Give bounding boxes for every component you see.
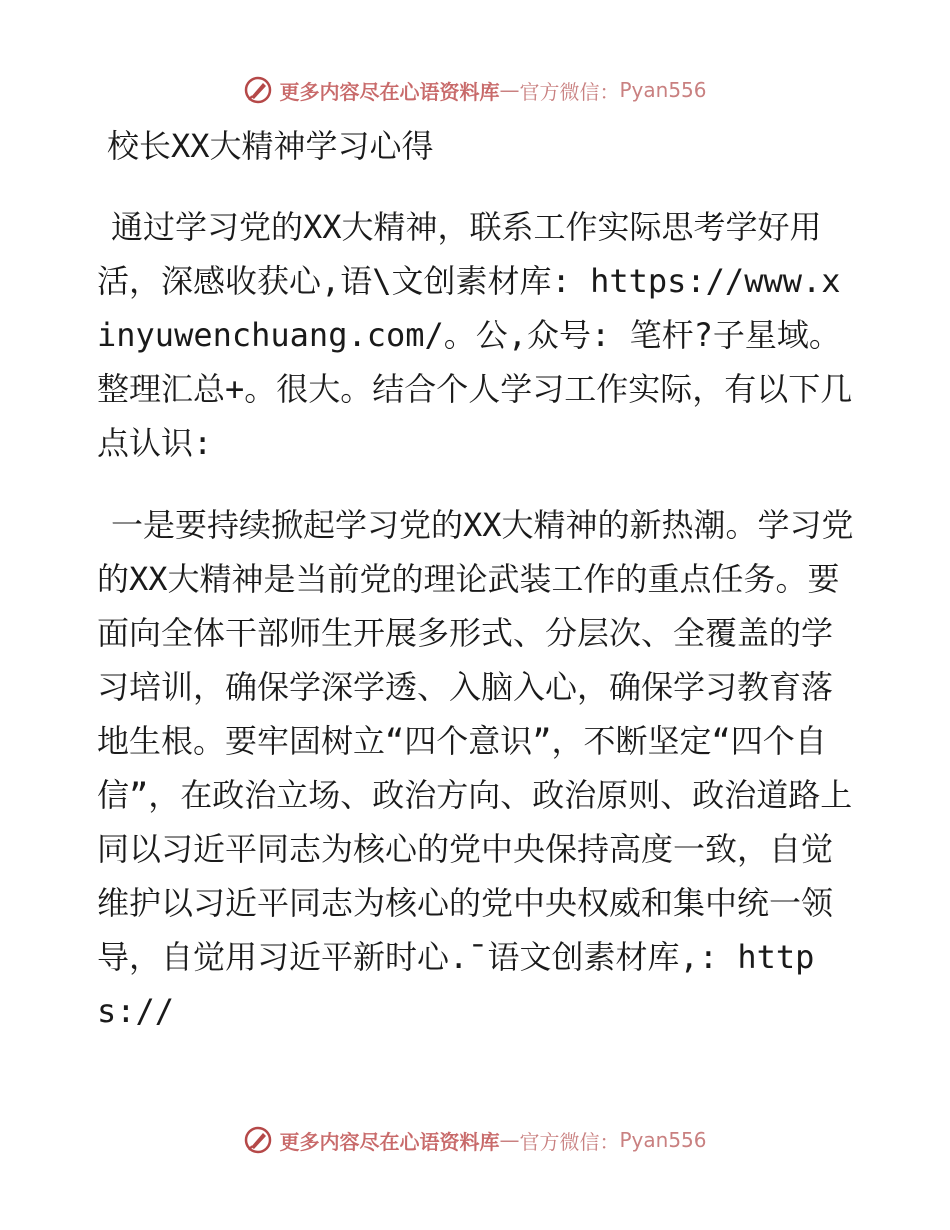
watermark-wechat-id: Pyan556 — [619, 78, 707, 102]
watermark-footer — [0, 1120, 950, 1160]
quill-logo-icon — [243, 1125, 273, 1155]
paragraph-point-one: 一是要持续掀起学习党的XX大精神的新热潮。学习党的XX大精神是当前党的理论武装工作的重点任务。要面向全体干部师生开展多形式、分层次、全覆盖的学习培训，确保学深学透、入脑入心，确保学习教育落地生根。要牢固树立“四个意识”，不断坚定“四个自信”，在政治立场、政治方向、政治原则、政治道路上同以习近平同志为核心的党中央保持高度一致，自觉维护以习近平同志为核心的党中央权威和集中统一领导，自觉用习近平新时心.¯语文创素材库,: https:// — [97, 506, 854, 1030]
watermark-wechat-id: Pyan556 — [619, 1128, 707, 1152]
watermark-wechat-label: 官方微信： — [519, 1129, 620, 1154]
paragraph-intro: 通过学习党的XX大精神，联系工作实际思考学好用活，深感收获心,语\文创素材库: https://www.xinyuwenchuang.com/。公,众号: 笔杆?子星域。整理汇总+。很大。结合个人学习工作实际，有以下几点认识: — [97, 208, 853, 462]
watermark-main-text: 更多内容尽在心语资料库 — [279, 1129, 500, 1154]
quill-logo-icon — [243, 75, 273, 105]
watermark-wechat-label: 官方微信： — [519, 79, 620, 104]
watermark-main-text: 更多内容尽在心语资料库 — [279, 79, 500, 104]
document-title: 校长XX大精神学习心得 — [107, 127, 434, 165]
document-body — [97, 120, 857, 1038]
watermark-separator: — — [499, 1128, 520, 1152]
watermark-header — [0, 70, 950, 110]
watermark-separator: — — [499, 78, 520, 102]
